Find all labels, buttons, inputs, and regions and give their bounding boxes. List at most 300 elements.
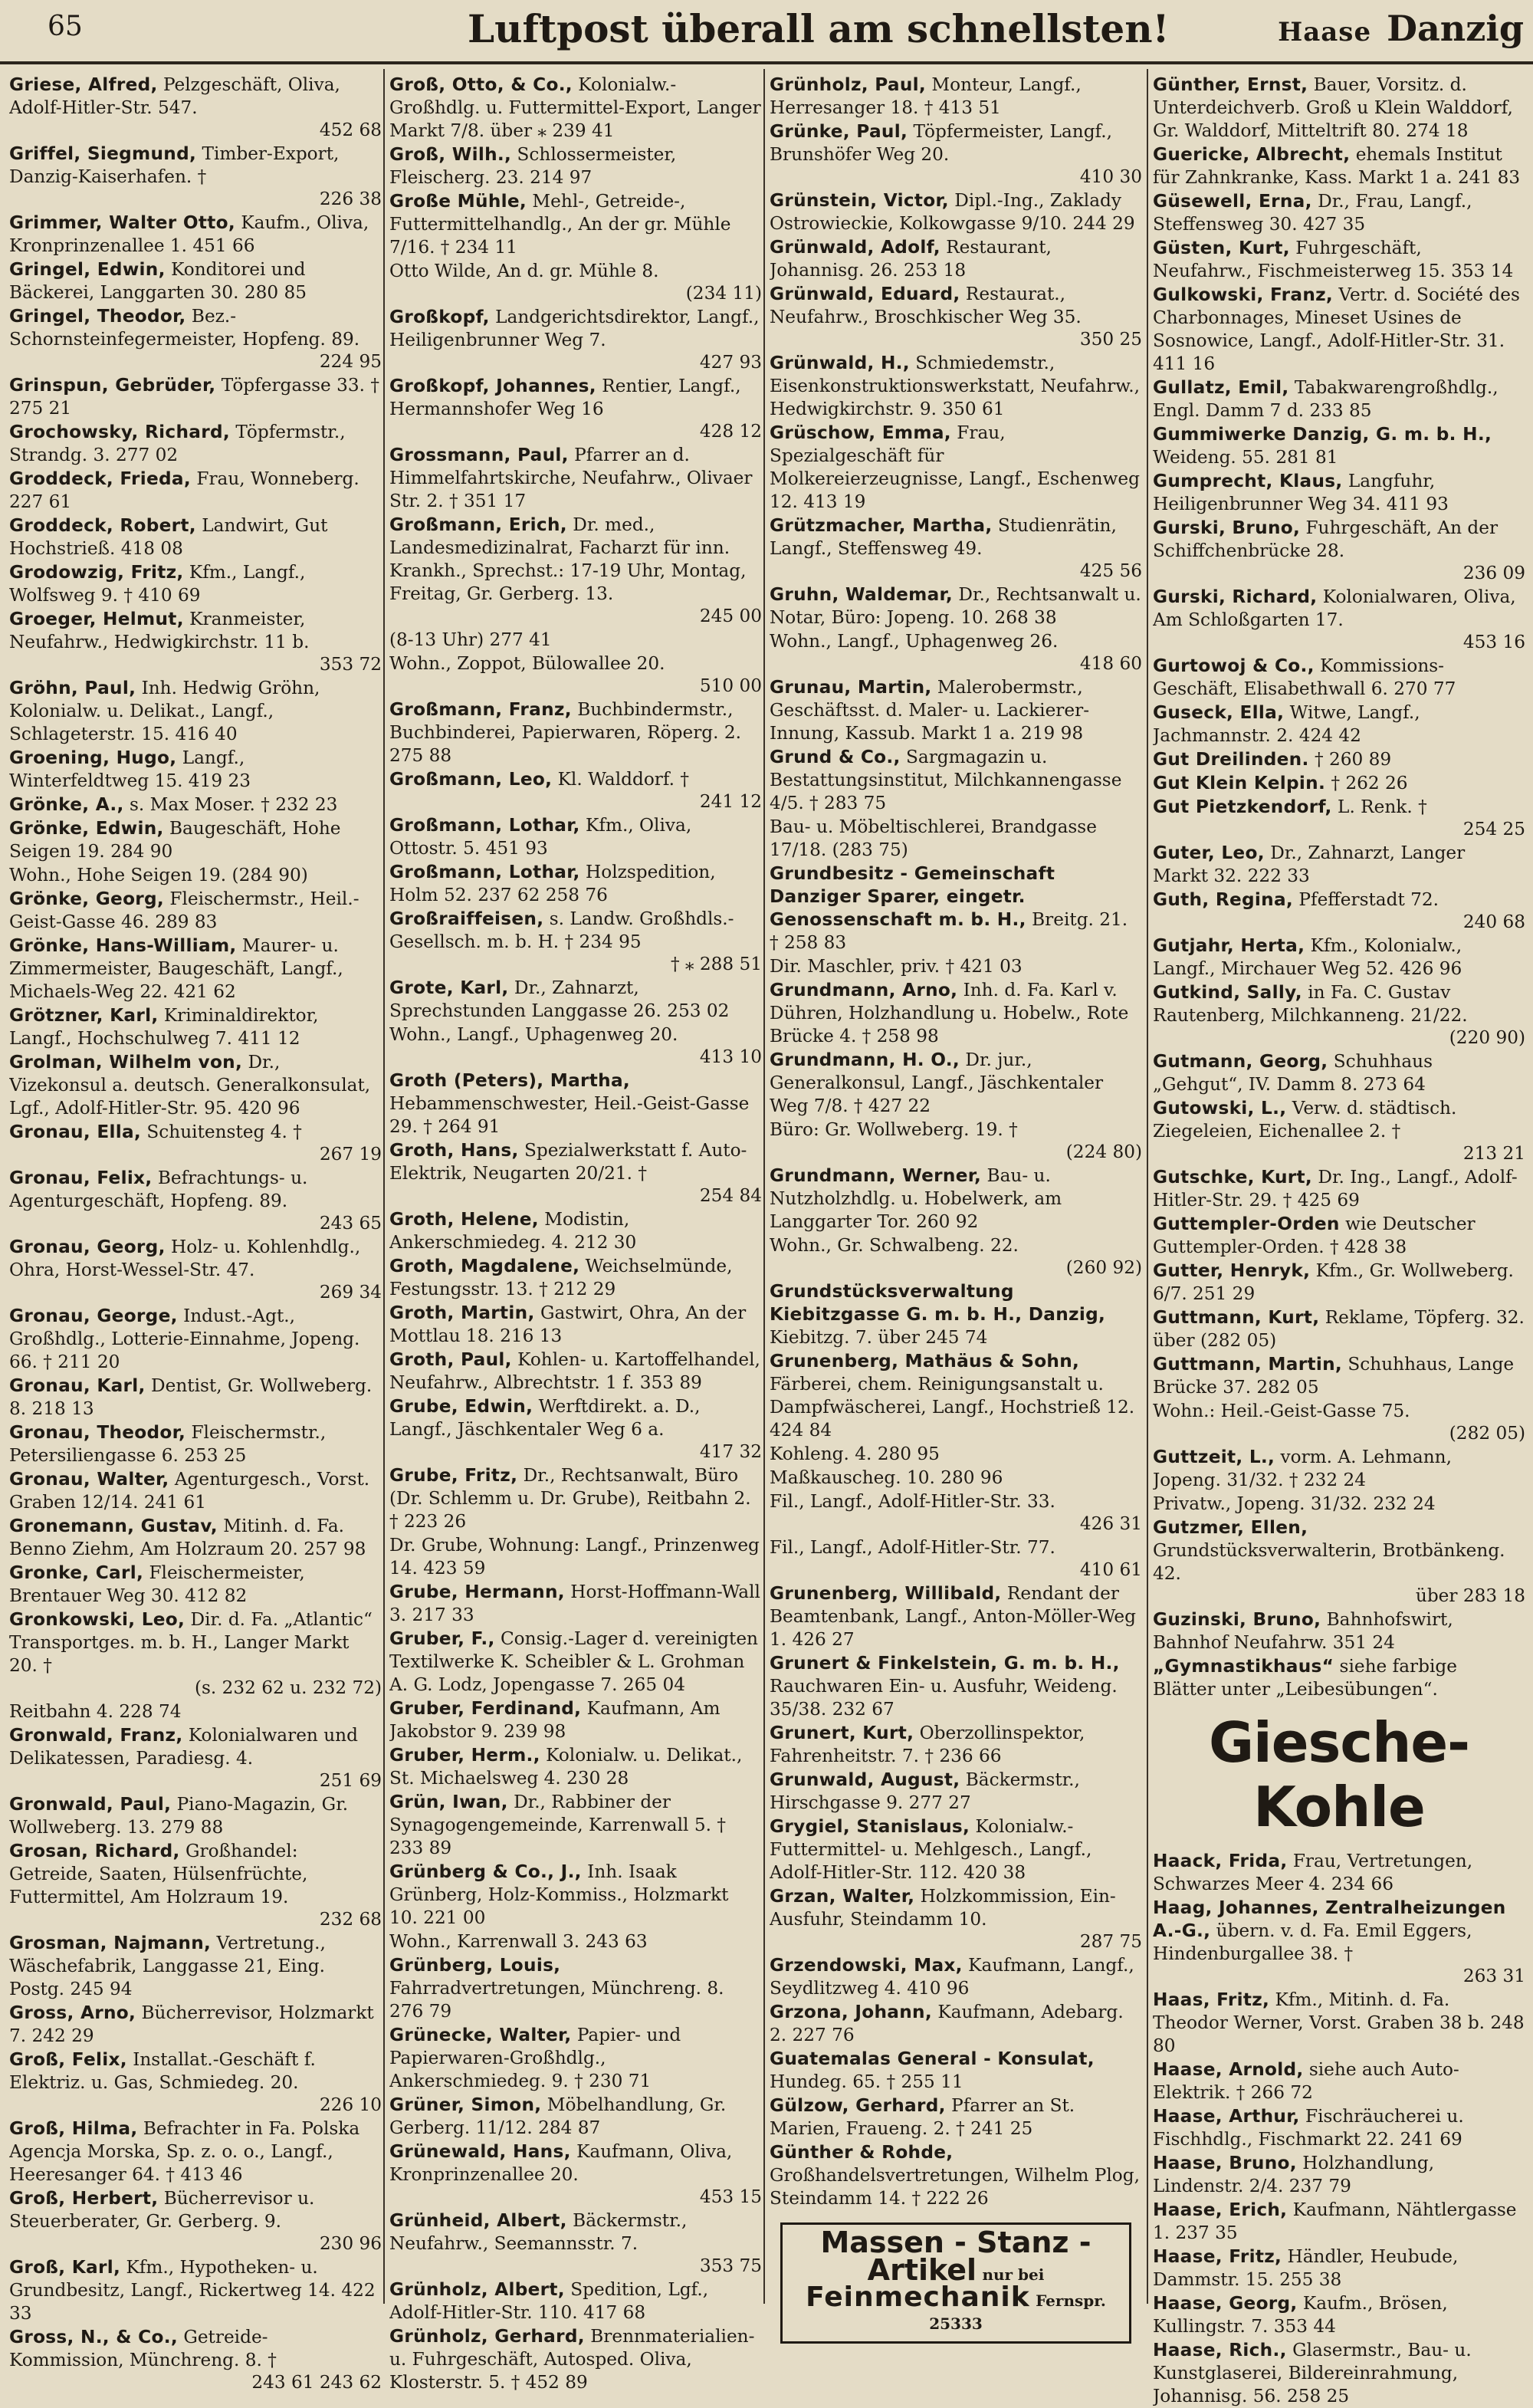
directory-entry <box>389 1302 762 1348</box>
entry-details: Spedition, Lgf., Adolf-Hitler-Str. 110. 417 68 <box>389 2279 709 2323</box>
entry-details: Mehl-, Getreide-, Futtermittelhandlg., An der gr. Mühle 7/16. † 234 11 <box>389 191 731 258</box>
entry-details: Piano-Magazin, Gr. Wollweberg. 13. 279 88 <box>9 1794 349 1838</box>
entry-details: Dr. med., Landesmedizinalrat, Facharzt für inn. Krankh., Sprechst.: 17-19 Uhr, Montag, Freitag, Gr. Gerberg. 13. <box>389 514 747 604</box>
entry-name: Gringel, Theodor, <box>9 306 186 327</box>
directory-entry <box>1153 1400 1525 1445</box>
entry-phone: 426 31 <box>1079 1513 1142 1534</box>
entry-name: Haack, Frida, <box>1153 1851 1288 1871</box>
entry-details: s. Landw. Großhdls.-Gesellsch. m. b. H. † 234 95 <box>389 908 734 952</box>
entry-name: Groth (Peters), Martha, <box>389 1070 631 1091</box>
ad-aside-2: Fernspr. 25333 <box>929 2291 1106 2333</box>
entry-details: Holzhandlung, Lindenstr. 2/4. 237 79 <box>1153 2153 1435 2196</box>
entry-name: Gutowski, L., <box>1153 1098 1287 1119</box>
entry-phone: 427 93 <box>699 352 762 373</box>
entry-name: Großmann, Lothar, <box>389 815 580 836</box>
entry-details: Landwirt, Gut Hochstrieß. 418 08 <box>9 515 328 559</box>
entry-name: Grunenberg, Willibald, <box>770 1583 1002 1604</box>
entry-name: Grinspun, Gebrüder, <box>9 375 216 396</box>
directory-entry <box>389 1139 762 1207</box>
directory-entry <box>389 2209 762 2278</box>
entry-phone: (282 05) <box>1449 1423 1525 1444</box>
entry-name: Großmann, Leo, <box>389 769 553 790</box>
entry-phone: 254 84 <box>699 1185 762 1206</box>
entry-name: Groß, Hilma, <box>9 2118 138 2139</box>
entry-phone: (260 92) <box>1065 1257 1142 1278</box>
entry-details: Inh. Isaak Grünberg, Holz-Kommiss., Holzmarkt 10. 221 00 <box>389 1861 729 1928</box>
entry-name: Gurski, Richard, <box>1153 586 1318 607</box>
directory-entry <box>770 2048 1142 2094</box>
directory-entry <box>9 1051 382 1120</box>
entry-name: Haag, Johannes, Zentralheizungen A.-G., <box>1153 1897 1506 1941</box>
directory-entry <box>9 2187 382 2255</box>
entry-name: Gronwald, Paul, <box>9 1794 172 1815</box>
entry-phone: 418 60 <box>1079 653 1142 674</box>
entry-name: Gronau, Karl, <box>9 1375 146 1396</box>
entry-details: Wohn., Langf., Uphagenweg 26. <box>770 631 1059 652</box>
entry-details: Dipl.-Ing., Zaklady Ostrowieckie, Kolkowgasse 9/10. 244 29 <box>770 190 1135 234</box>
entry-details: Maurer- u. Zimmermeister, Baugeschäft, Langf., Michaels-Weg 22. 421 62 <box>9 935 343 1002</box>
directory-entry <box>1153 1989 1525 2058</box>
directory-entry <box>389 2325 762 2394</box>
entry-name: Gruber, F., <box>389 1628 495 1649</box>
directory-entry <box>9 468 382 514</box>
directory-entry <box>9 608 382 676</box>
directory-entry <box>1153 586 1525 654</box>
directory-entry <box>389 1464 762 1533</box>
directory-entry <box>9 305 382 373</box>
directory-entry <box>389 1534 762 1580</box>
directory-entry <box>770 1350 1142 1442</box>
entry-details: Kfm., Kolonialw., Langf., Mirchauer Weg 52. 426 96 <box>1153 935 1462 979</box>
directory-entry <box>770 120 1142 189</box>
entry-details: Bahnhofswirt, Bahnhof Neufahrw. 351 24 <box>1153 1609 1453 1653</box>
entry-details: Holz- u. Kohlenhdlg., Ohra, Horst-Wessel-Str. 47. <box>9 1237 361 1280</box>
directory-entry <box>1153 1850 1525 1896</box>
directory-entry <box>9 888 382 934</box>
entry-details: Kolonialw.-Großhdlg. u. Futtermittel-Export, Langer Markt 7/8. über ⁎ 239 41 <box>389 74 761 141</box>
entry-details: † 262 26 <box>1331 773 1408 793</box>
entry-details: Kaufmann, Am Jakobstor 9. 239 98 <box>389 1698 721 1742</box>
entry-details: Töpfermstr., Strandg. 3. 277 02 <box>9 422 346 465</box>
entry-name: Guttmann, Martin, <box>1153 1354 1343 1375</box>
directory-entry <box>389 1255 762 1301</box>
entry-details: Dr., Vizekonsul a. deutsch. Generalkonsulat, Lgf., Adolf-Hitler-Str. 95. 420 96 <box>9 1052 371 1119</box>
entry-details: Kiebitzg. 7. über 245 74 <box>770 1327 988 1348</box>
entry-details: Kaufmann, Langf., Seydlitzweg 4. 410 96 <box>770 1955 1134 1999</box>
directory-entry <box>1153 935 1525 981</box>
directory-entry <box>1153 1897 1525 1988</box>
entry-name: Groth, Magdalene, <box>389 1256 580 1276</box>
entry-details: Bücherrevisor, Holzmarkt 7. 242 29 <box>9 2002 374 2046</box>
entry-name: Groß, Herbert, <box>9 2188 159 2209</box>
entry-phone: (224 80) <box>1065 1142 1142 1162</box>
entry-name: Groth, Helene, <box>389 1209 539 1230</box>
directory-entry <box>389 2094 762 2140</box>
entry-name: Großmann, Erich, <box>389 514 567 535</box>
entry-name: Gülzow, Gerhard, <box>770 2095 946 2116</box>
entry-name: Grube, Fritz, <box>389 1465 518 1486</box>
entry-name: Groening, Hugo, <box>9 747 177 768</box>
directory-entry <box>389 306 762 374</box>
entry-details: Dr. Ing., Langf., Adolf-Hitler-Str. 29. † 425 69 <box>1153 1167 1518 1211</box>
entry-name: Grünberg & Co., J., <box>389 1861 582 1882</box>
directory-entry <box>1153 796 1525 841</box>
entry-details: Langf., Winterfeldtweg 15. 419 23 <box>9 747 251 791</box>
directory-entry <box>1153 1260 1525 1306</box>
directory-entry <box>389 977 762 1023</box>
directory-entry <box>770 1165 1142 1234</box>
directory-entry <box>9 1236 382 1304</box>
entry-details: Frau, Spezialgeschäft für Molkereierzeugnisse, Langf., Eschenweg 12. 413 19 <box>770 422 1140 512</box>
entry-details: Consig.-Lager d. vereinigten Textilwerke K. Scheibler & L. Grohman A. G. Lodz, Jopengasse 7. 265 04 <box>389 1628 758 1695</box>
entry-details: Kl. Walddorf. † <box>557 769 689 790</box>
entry-name: Guter, Leo, <box>1153 843 1265 863</box>
entry-name: Grundstücksverwaltung Kiebitzgasse G. m. b. H., Danzig, <box>770 1281 1106 1325</box>
directory-entry <box>1153 655 1525 701</box>
entry-details: Langfuhr, Heiligenbrunner Weg 34. 411 93 <box>1153 471 1449 514</box>
entry-details: Tabakwarengroßhdlg., Engl. Damm 7 d. 233 85 <box>1153 377 1499 421</box>
directory-entry <box>1153 2105 1525 2151</box>
entry-name: Gullatz, Emil, <box>1153 377 1289 398</box>
directory-entry <box>389 514 762 628</box>
directory-entry <box>389 444 762 513</box>
entry-name: Groeger, Helmut, <box>9 609 184 629</box>
entry-name: Grzendowski, Max, <box>770 1955 963 1976</box>
entry-details: Holzkommission, Ein- Ausfuhr, Steindamm 10. <box>770 1886 1116 1930</box>
directory-entry <box>1153 190 1525 236</box>
entry-details: Dir. d. Fa. „Atlantic“ Transportges. m. b. H., Langer Markt 20. † <box>9 1609 373 1676</box>
entry-name: Guttmann, Kurt, <box>1153 1307 1320 1328</box>
directory-entry <box>1153 842 1525 888</box>
entry-name: Guth, Regina, <box>1153 889 1294 910</box>
directory-entry <box>1153 423 1525 469</box>
directory-column-4 <box>1153 74 1525 2406</box>
directory-entry <box>9 1305 382 1374</box>
entry-details: Kommissions-Geschäft, Elisabethwall 6. 270 77 <box>1153 655 1456 699</box>
directory-entry <box>770 955 1142 978</box>
entry-name: Gulkowski, Franz, <box>1153 284 1334 305</box>
entry-details: in Fa. C. Gustav Rautenberg, Milchkanneng. 21/22. <box>1153 982 1468 1026</box>
entry-phone: über 283 18 <box>1415 1585 1525 1606</box>
directory-entry <box>9 677 382 746</box>
entry-details: Fil., Langf., Adolf-Hitler-Str. 33. <box>770 1491 1055 1512</box>
directory-entry <box>1153 284 1525 376</box>
entry-details: Dir. Maschler, priv. † 421 03 <box>770 956 1023 977</box>
entry-name: Grunau, Martin, <box>770 677 932 698</box>
entry-details: Dr., Rechtsanwalt u. Notar, Büro: Jopeng. 10. 268 38 <box>770 584 1141 628</box>
entry-details: Reitbahn 4. 228 74 <box>9 1701 182 1722</box>
entry-phone: 224 95 <box>319 351 382 372</box>
column-divider <box>383 69 385 2304</box>
entry-details: vorm. A. Lehmann, Jopeng. 31/32. † 232 24 <box>1153 1447 1452 1490</box>
directory-entry <box>1153 1050 1525 1096</box>
directory-entry <box>9 74 382 142</box>
entry-phone: 230 96 <box>319 2233 382 2254</box>
entry-name: Grundmann, H. O., <box>770 1050 960 1070</box>
entry-name: Gutmann, Georg, <box>1153 1051 1328 1072</box>
entry-phone: † ⁎ 288 51 <box>670 954 762 974</box>
entry-name: Großraiffeisen, <box>389 908 544 929</box>
entry-name: Grünecke, Walter, <box>389 2025 572 2045</box>
entry-details: Fleischermeister, Brentauer Weg 30. 412 82 <box>9 1562 305 1606</box>
directory-entry <box>389 1069 762 1138</box>
entry-name: Guzinski, Bruno, <box>1153 1609 1321 1630</box>
entry-name: Groß, Felix, <box>9 2049 127 2070</box>
entry-name: Grönke, Hans-William, <box>9 935 237 956</box>
entry-name: Grützmacher, Martha, <box>770 515 993 536</box>
entry-details: † 260 89 <box>1314 749 1392 770</box>
entry-details: Restaurat., Neufahrw., Broschkischer Weg 35. <box>770 284 1082 327</box>
entry-phone: 453 16 <box>1462 632 1525 652</box>
entry-details: Dr., Rechtsanwalt, Büro (Dr. Schlemm u. Dr. Grube), Reitbahn 2. † 223 26 <box>389 1465 751 1532</box>
entry-details: Kfm., Hypotheken- u. Grundbesitz, Langf., Rickertweg 14. 422 33 <box>9 2257 376 2324</box>
directory-entry <box>9 1700 382 1723</box>
entry-details: Möbelhandlung, Gr. Gerberg. 11/12. 284 87 <box>389 2094 727 2138</box>
directory-entry <box>389 1349 762 1395</box>
entry-name: Gruber, Herm., <box>389 1745 540 1766</box>
directory-entry <box>1153 470 1525 516</box>
directory-entry <box>389 908 762 976</box>
directory-entry <box>1153 237 1525 283</box>
entry-details: Kaufmann, Oliva, Kronprinzenallee 20. <box>389 2141 733 2185</box>
entry-name: Grötzner, Karl, <box>9 1005 159 1026</box>
entry-details: Mitinh. d. Fa. Benno Ziehm, Am Holzraum 20. 257 98 <box>9 1516 366 1559</box>
entry-details: Restaurant, Johannisg. 26. 253 18 <box>770 237 1052 281</box>
entry-details: Rentier, Langf., Hermannshofer Weg 16 <box>389 376 741 419</box>
entry-name: Grund & Co., <box>770 747 901 767</box>
entry-phone: 226 38 <box>319 189 382 209</box>
directory-entry <box>9 1468 382 1514</box>
directory-entry <box>389 74 762 143</box>
directory-entry <box>1153 143 1525 189</box>
entry-name: Grönke, Edwin, <box>9 818 164 839</box>
entry-name: Groß, Otto, & Co., <box>389 74 573 95</box>
directory-entry <box>389 1930 762 1953</box>
entry-details: Werftdirekt. a. D., Langf., Jäschkentaler Weg 6 a. <box>389 1396 701 1440</box>
entry-name: Haase, Rich., <box>1153 2340 1287 2360</box>
entry-details: Befrachtungs- u. Agenturgeschäft, Hopfeng. 89. <box>9 1168 308 1211</box>
entry-details: Pelzgeschäft, Oliva, Adolf-Hitler-Str. 547. <box>9 74 340 118</box>
entry-name: Groth, Martin, <box>389 1303 535 1323</box>
directory-entry <box>1153 2199 1525 2245</box>
directory-entry <box>1153 2152 1525 2198</box>
directory-entry <box>770 1234 1142 1280</box>
entry-phone: 226 10 <box>319 2094 382 2115</box>
ad-aside-1: nur bei <box>982 2265 1045 2284</box>
entry-name: Günther, Ernst, <box>1153 74 1308 95</box>
entry-details: Bau- u. Nutzholzhdlg. u. Hobelwerk, am Langgarter Tor. 260 92 <box>770 1165 1062 1232</box>
entry-details: Kohlen- u. Kartoffelhandel, Neufahrw., Albrechtstr. 1 f. 353 89 <box>389 1349 760 1393</box>
entry-details: Kolonialwaren und Delikatessen, Paradiesg. 4. <box>9 1725 358 1769</box>
entry-details: Dentist, Gr. Wollweberg. 8. 218 13 <box>9 1375 373 1419</box>
directory-entry <box>770 74 1142 120</box>
directory-entry <box>389 861 762 907</box>
entry-name: Grunwald, August, <box>770 1769 960 1790</box>
directory-entry <box>9 143 382 211</box>
entry-details: Schuitensteg 4. † <box>146 1122 302 1142</box>
entry-name: Großkopf, <box>389 307 490 327</box>
entry-details: Fahrradvertretungen, Münchreng. 8. 276 79 <box>389 1978 724 2022</box>
entry-details: Bäckermstr., Neufahrw., Seemannsstr. 7. <box>389 2210 688 2254</box>
directory-entry <box>770 283 1142 351</box>
entry-details: Sargmagazin u. Bestattungsinstitut, Milchkannengasse 4/5. † 283 75 <box>770 747 1122 813</box>
entry-details: Fleischermstr., Heil.-Geist-Gasse 46. 289 83 <box>9 889 359 932</box>
directory-entry <box>770 862 1142 954</box>
directory-entry <box>9 421 382 467</box>
directory-column-3 <box>770 74 1142 2333</box>
entry-details: Fuhrgeschäft, An der Schiffchenbrücke 28. <box>1153 517 1499 561</box>
entry-name: Grundmann, Werner, <box>770 1165 982 1186</box>
entry-details: Glasermstr., Bau- u. Kunstglaserei, Bildereinrahmung, Johannisg. 56. 258 25 <box>1153 2340 1472 2406</box>
ad-line-2: Feinmechanik <box>806 2282 1030 2313</box>
directory-entry <box>389 143 762 189</box>
entry-details: Fil., Langf., Adolf-Hitler-Str. 77. <box>770 1537 1055 1558</box>
entry-details: Wohn., Hohe Seigen 19. (284 90) <box>9 865 308 885</box>
entry-phone: 425 56 <box>1079 560 1142 581</box>
directory-entry <box>9 374 382 420</box>
directory-entry <box>389 1954 762 2023</box>
entry-name: Grunert & Finkelstein, G. m. b. H., <box>770 1653 1120 1674</box>
directory-entry <box>389 768 762 813</box>
entry-phone: 254 25 <box>1462 819 1525 839</box>
entry-phone: 232 68 <box>319 1909 382 1930</box>
entry-phone: 510 00 <box>699 675 762 696</box>
entry-details: Dr. jur., Generalkonsul, Langf., Jäschkentaler Weg 7/8. † 427 22 <box>770 1050 1104 1116</box>
directory-entry <box>770 1443 1142 1466</box>
entry-details: Händler, Heubude, Dammstr. 15. 255 38 <box>1153 2246 1459 2290</box>
directory-entry <box>770 352 1142 421</box>
entry-name: Großkopf, Johannes, <box>389 376 596 396</box>
directory-entry <box>770 1769 1142 1815</box>
entry-details: Färberei, chem. Reinigungsanstalt u. Dampfwäscherei, Langf., Hochstrieß 12. 424 84 <box>770 1374 1135 1441</box>
directory-entry <box>1153 981 1525 1050</box>
entry-details: Fischräucherei u. Fischhdlg., Fischmarkt 22. 241 69 <box>1153 2106 1464 2150</box>
entry-name: Gutjahr, Herta, <box>1153 935 1305 956</box>
entry-details: s. Max Moser. † 232 23 <box>129 794 338 815</box>
directory-entry <box>1153 1655 1525 1701</box>
directory-entry <box>1153 1097 1525 1165</box>
entry-details: Papier- und Papierwaren-Großhdlg., Ankerschmiedeg. 9. † 230 71 <box>389 2025 681 2091</box>
entry-details: Horst-Hoffmann-Wall 3. 217 33 <box>389 1582 760 1625</box>
entry-details: Großhandel: Getreide, Saaten, Hülsenfrüchte, Futtermittel, Am Holzraum 19. <box>9 1841 308 1907</box>
entry-details: Modistin, Ankerschmiedeg. 4. 212 30 <box>389 1209 637 1253</box>
entry-details: L. Renk. † <box>1338 797 1427 817</box>
directory-entry <box>1153 2339 1525 2408</box>
entry-phone: 267 19 <box>319 1144 382 1165</box>
entry-name: Grunenberg, Mathäus & Sohn, <box>770 1351 1080 1372</box>
directory-entry <box>389 814 762 860</box>
entry-details: Landgerichtsdirektor, Langf., Heiligenbrunner Weg 7. <box>389 307 760 350</box>
directory-entry <box>389 1791 762 1860</box>
entry-details: Weichselmünde, Festungsstr. 13. † 212 29 <box>389 1256 733 1299</box>
entry-details: Timber-Export, Danzig-Kaiserhafen. † <box>9 143 340 187</box>
entry-details: Pfarrer an d. Himmelfahrtskirche, Neufahrw., Olivaer Str. 2. † 351 17 <box>389 445 753 511</box>
entry-details: Schuhhaus, Lange Brücke 37. 282 05 <box>1153 1354 1515 1398</box>
entry-details: Dr., Frau, Langf., Steffensweg 30. 427 35 <box>1153 191 1472 235</box>
section-marker <box>1278 8 1524 49</box>
entry-name: Gutschke, Kurt, <box>1153 1167 1312 1188</box>
directory-entry <box>389 1744 762 1790</box>
entry-name: Gronke, Carl, <box>9 1562 144 1583</box>
column-divider <box>1147 69 1148 2304</box>
entry-name: Grygiel, Stanislaus, <box>770 1816 970 1837</box>
entry-details: Frau, Wonneberg. 227 61 <box>9 468 359 512</box>
directory-entry <box>770 1582 1142 1651</box>
directory-entry <box>1153 2058 1525 2104</box>
entry-phone: (s. 232 62 u. 232 72) <box>194 1677 382 1698</box>
entry-details: Kaufm., Brösen, Kullingstr. 7. 353 44 <box>1153 2293 1448 2337</box>
directory-entry <box>9 1562 382 1608</box>
section-small: Haase <box>1278 17 1372 48</box>
directory-entry <box>9 747 382 793</box>
entry-name: Guatemalas General - Konsulat, <box>770 2048 1095 2069</box>
directory-entry <box>9 1793 382 1839</box>
entry-details: Malerobermstr., Geschäftsst. d. Maler- u. Lackierer-Innung, Kassub. Markt 1 a. 219 98 <box>770 677 1090 744</box>
entry-name: Gross, Arno, <box>9 2002 136 2023</box>
entry-name: Grossmann, Paul, <box>389 445 569 465</box>
directory-entry <box>9 258 382 304</box>
section-big: Danzig <box>1387 8 1524 49</box>
entry-details: Wohn.: Heil.-Geist-Gasse 75. <box>1153 1401 1410 1421</box>
directory-entry <box>9 1121 382 1166</box>
page-header <box>0 0 1533 64</box>
directory-column-2 <box>389 74 762 2393</box>
entry-details: Reklame, Töpferg. 32. über (282 05) <box>1153 1307 1525 1351</box>
directory-entry <box>389 1628 762 1697</box>
entry-details: (8-13 Uhr) 277 41 <box>389 629 552 650</box>
entry-name: Gronkowski, Leo, <box>9 1609 185 1630</box>
entry-name: Haase, Arnold, <box>1153 2059 1304 2080</box>
entry-name: Grünwald, Eduard, <box>770 284 960 304</box>
directory-entry <box>770 189 1142 235</box>
directory-entry <box>9 1608 382 1700</box>
entry-details: Töpfermeister, Langf., Brunshöfer Weg 20. <box>770 121 1113 165</box>
directory-entry <box>770 2141 1142 2210</box>
entry-name: Gronwald, Franz, <box>9 1725 183 1746</box>
directory-entry <box>770 2094 1142 2140</box>
entry-details: Vertretung., Wäschefabrik, Langgasse 21, Eing. Postg. 245 94 <box>9 1933 326 1999</box>
entry-phone: 263 31 <box>1462 1966 1525 1986</box>
entry-name: Grosman, Najmann, <box>9 1933 212 1953</box>
directory-entry <box>9 2326 382 2394</box>
entry-name: Grzan, Walter, <box>770 1886 915 1907</box>
entry-details: Witwe, Langf., Jachmannstr. 2. 424 42 <box>1153 702 1420 746</box>
entry-details: Dr. Grube, Wohnung: Langf., Prinzenweg 14. 423 59 <box>389 1535 760 1579</box>
entry-details: Dr., Zahnarzt, Sprechstunden Langgasse 26. 253 02 <box>389 977 730 1021</box>
entry-details: Schmiedemstr., Eisenkonstruktionswerkstatt, Neufahrw., Hedwigkirchstr. 9. 350 61 <box>770 353 1140 419</box>
entry-details: Kolonialwaren, Oliva, Am Schloßgarten 17. <box>1153 586 1516 630</box>
entry-phone: 350 25 <box>1079 329 1142 350</box>
directory-entry <box>9 212 382 258</box>
directory-entry <box>1153 1608 1525 1654</box>
entry-details: Privatw., Jopeng. 31/32. 232 24 <box>1153 1493 1436 1514</box>
directory-entry <box>9 2002 382 2048</box>
directory-entry <box>1153 748 1525 771</box>
entry-details: Kaufmann, Nähtlergasse 1. 237 35 <box>1153 2199 1517 2243</box>
entry-name: Haase, Georg, <box>1153 2293 1298 2314</box>
directory-entry <box>1153 1213 1525 1259</box>
entry-name: Gutter, Henryk, <box>1153 1260 1311 1281</box>
entry-name: Gruhn, Waldemar, <box>770 584 953 605</box>
directory-entry <box>770 676 1142 745</box>
entry-name: Groddeck, Robert, <box>9 515 196 536</box>
directory-entry <box>389 1581 762 1627</box>
directory-entry <box>770 514 1142 583</box>
directory-entry <box>389 1861 762 1930</box>
entry-name: Grunert, Kurt, <box>770 1723 914 1743</box>
entry-name: Gronau, Ella, <box>9 1122 142 1142</box>
entry-details: Otto Wilde, An d. gr. Mühle 8. <box>389 261 659 281</box>
